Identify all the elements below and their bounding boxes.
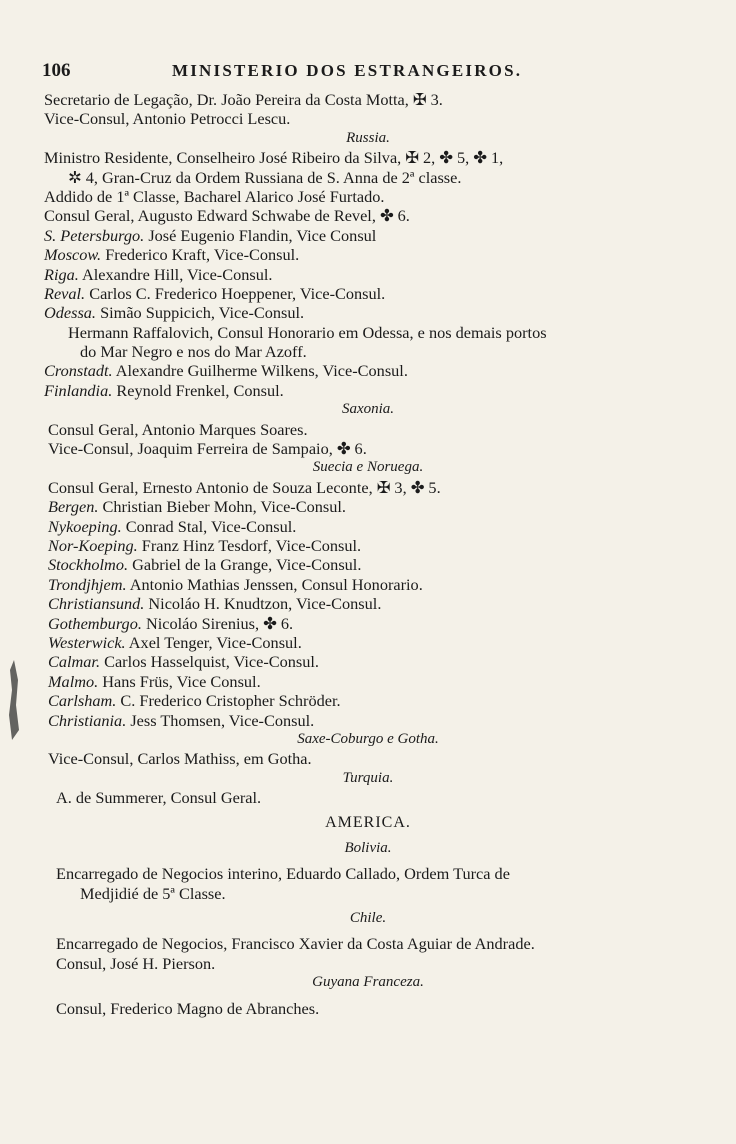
section-heading: Russia. (346, 129, 390, 146)
entry-text: Conrad Stal, Vice-Consul. (121, 516, 297, 536)
entry-text: Hans Früs, Vice Consul. (98, 671, 261, 691)
text-line: Encarregado de Negocios interino, Eduardo Callado, Ordem Turca de (56, 864, 510, 884)
place-name: Nor-Koeping. (48, 535, 138, 555)
place-name: Christiania. (48, 710, 127, 730)
entry-text: Alexandre Guilherme Wilkens, Vice-Consul. (112, 361, 408, 381)
text-line: Consul Geral, Antonio Marques Soares. (48, 419, 308, 439)
place-name: Riga. (44, 264, 79, 284)
consulate-entry (0, 652, 736, 671)
section-heading: Chile. (349, 910, 387, 927)
region-heading: AMERICA. (325, 814, 411, 832)
text-line: Medjidié de 5ª Classe. (80, 883, 226, 903)
consulate-entry (0, 303, 736, 322)
entry-text: Christian Bieber Mohn, Vice-Consul. (98, 497, 346, 517)
consulate-entry (0, 517, 736, 536)
page-number: 106 (42, 60, 71, 81)
entry-text: Nicoláo Sirenius, ✤ 6. (141, 613, 294, 633)
entry-text: Carlos C. Frederico Hoeppener, Vice-Consul. (85, 283, 386, 303)
place-name: Bergen. (48, 497, 99, 517)
text-line: Consul, Frederico Magno de Abranches. (56, 998, 320, 1018)
place-name: S. Petersburgo. (44, 225, 145, 245)
consulate-entry (0, 711, 736, 730)
place-name: Reval. (44, 283, 86, 303)
text-line: Vice-Consul, Antonio Petrocci Lescu. (44, 109, 291, 129)
section-heading: Turquia. (342, 769, 394, 786)
entry-text: Franz Hinz Tesdorf, Vice-Consul. (137, 535, 362, 555)
place-name: Gothemburgo. (48, 613, 142, 633)
consulate-entry (0, 555, 736, 574)
entry-text: Carlos Hasselquist, Vice-Consul. (100, 652, 319, 672)
entry-text: Jess Thomsen, Vice-Consul. (126, 710, 315, 730)
text-line: Consul, José H. Pierson. (56, 953, 216, 973)
entry-text: C. Frederico Cristopher Schröder. (116, 691, 341, 711)
section-heading: Suecia e Noruega. (312, 459, 424, 476)
text-line: Consul Geral, Ernesto Antonio de Souza Leconte, ✠ 3, ✤ 5. (48, 477, 441, 497)
entry-text: Nicoláo H. Knudtzon, Vice-Consul. (144, 594, 382, 614)
place-name: Calmar. (48, 652, 101, 672)
page-header (42, 60, 682, 86)
text-line: Vice-Consul, Carlos Mathiss, em Gotha. (48, 749, 312, 769)
page-title: MINISTERIO DOS ESTRANGEIROS. (172, 61, 523, 80)
place-name: Moscow. (44, 245, 102, 265)
text-line: Secretario de Legação, Dr. João Pereira da Costa Motta, ✠ 3. (44, 90, 443, 109)
place-name: Nykoeping. (48, 516, 122, 536)
place-name: Cronstadt. (44, 361, 113, 381)
text-line: Ministro Residente, Conselheiro José Ribeiro da Silva, ✠ 2, ✤ 5, ✤ 1, (44, 148, 504, 168)
consulate-entry (0, 381, 736, 400)
text-line: Addido de 1ª Classe, Bacharel Alarico José Furtado. (44, 186, 385, 206)
entry-text: Axel Tenger, Vice-Consul. (125, 632, 302, 652)
section-heading: Bolivia. (344, 839, 392, 856)
entry-text: Frederico Kraft, Vice-Consul. (101, 245, 300, 265)
place-name: Malmo. (48, 671, 99, 691)
section-heading: Guyana Franceza. (312, 974, 424, 991)
place-name: Stockholmo. (48, 555, 129, 575)
consulate-entry (0, 284, 736, 303)
consulate-entry (0, 691, 736, 710)
place-name: Odessa. (44, 303, 97, 323)
text-line: Hermann Raffalovich, Consul Honorario em Odessa, e nos demais portos (68, 322, 547, 342)
text-line: Encarregado de Negocios, Francisco Xavier da Costa Aguiar de Andrade. (56, 934, 535, 954)
text-line: Vice-Consul, Joaquim Ferreira de Sampaio, ✤ 6. (48, 439, 367, 459)
text-line: Consul Geral, Augusto Edward Schwabe de Revel, ✤ 6. (44, 206, 410, 226)
place-name: Westerwick. (48, 632, 126, 652)
text-line: do Mar Negro e nos do Mar Azoff. (80, 342, 307, 362)
entry-text: José Eugenio Flandin, Vice Consul (144, 225, 377, 245)
document-body (0, 90, 736, 1018)
entry-text: Reynold Frenkel, Consul. (112, 380, 284, 400)
consulate-entry (0, 614, 736, 633)
binding-mark-icon (6, 660, 22, 740)
consulate-entry (0, 672, 736, 691)
entry-text: Antonio Mathias Jenssen, Consul Honorario. (126, 574, 423, 594)
place-name: Christiansund. (48, 594, 145, 614)
consulate-entry (0, 575, 736, 594)
section-heading: Saxe-Coburgo e Gotha. (297, 730, 439, 747)
consulate-entry (0, 497, 736, 516)
consulate-entry (0, 536, 736, 555)
entry-text: Alexandre Hill, Vice-Consul. (78, 264, 273, 284)
section-heading: Saxonia. (341, 401, 395, 418)
consulate-entry (0, 633, 736, 652)
place-name: Carlsham. (48, 691, 117, 711)
consulate-entry (0, 265, 736, 284)
consulate-entry (0, 226, 736, 245)
text-line: ✲ 4, Gran-Cruz da Ordem Russiana de S. Anna de 2ª classe. (68, 167, 462, 187)
consulate-entry (0, 361, 736, 380)
entry-text: Gabriel de la Grange, Vice-Consul. (128, 555, 362, 575)
consulate-entry (0, 594, 736, 613)
entry-text: Simão Suppicich, Vice-Consul. (96, 303, 305, 323)
place-name: Trondjhjem. (48, 574, 127, 594)
text-line: A. de Summerer, Consul Geral. (56, 788, 262, 808)
place-name: Finlandia. (44, 380, 113, 400)
consulate-entry (0, 245, 736, 264)
